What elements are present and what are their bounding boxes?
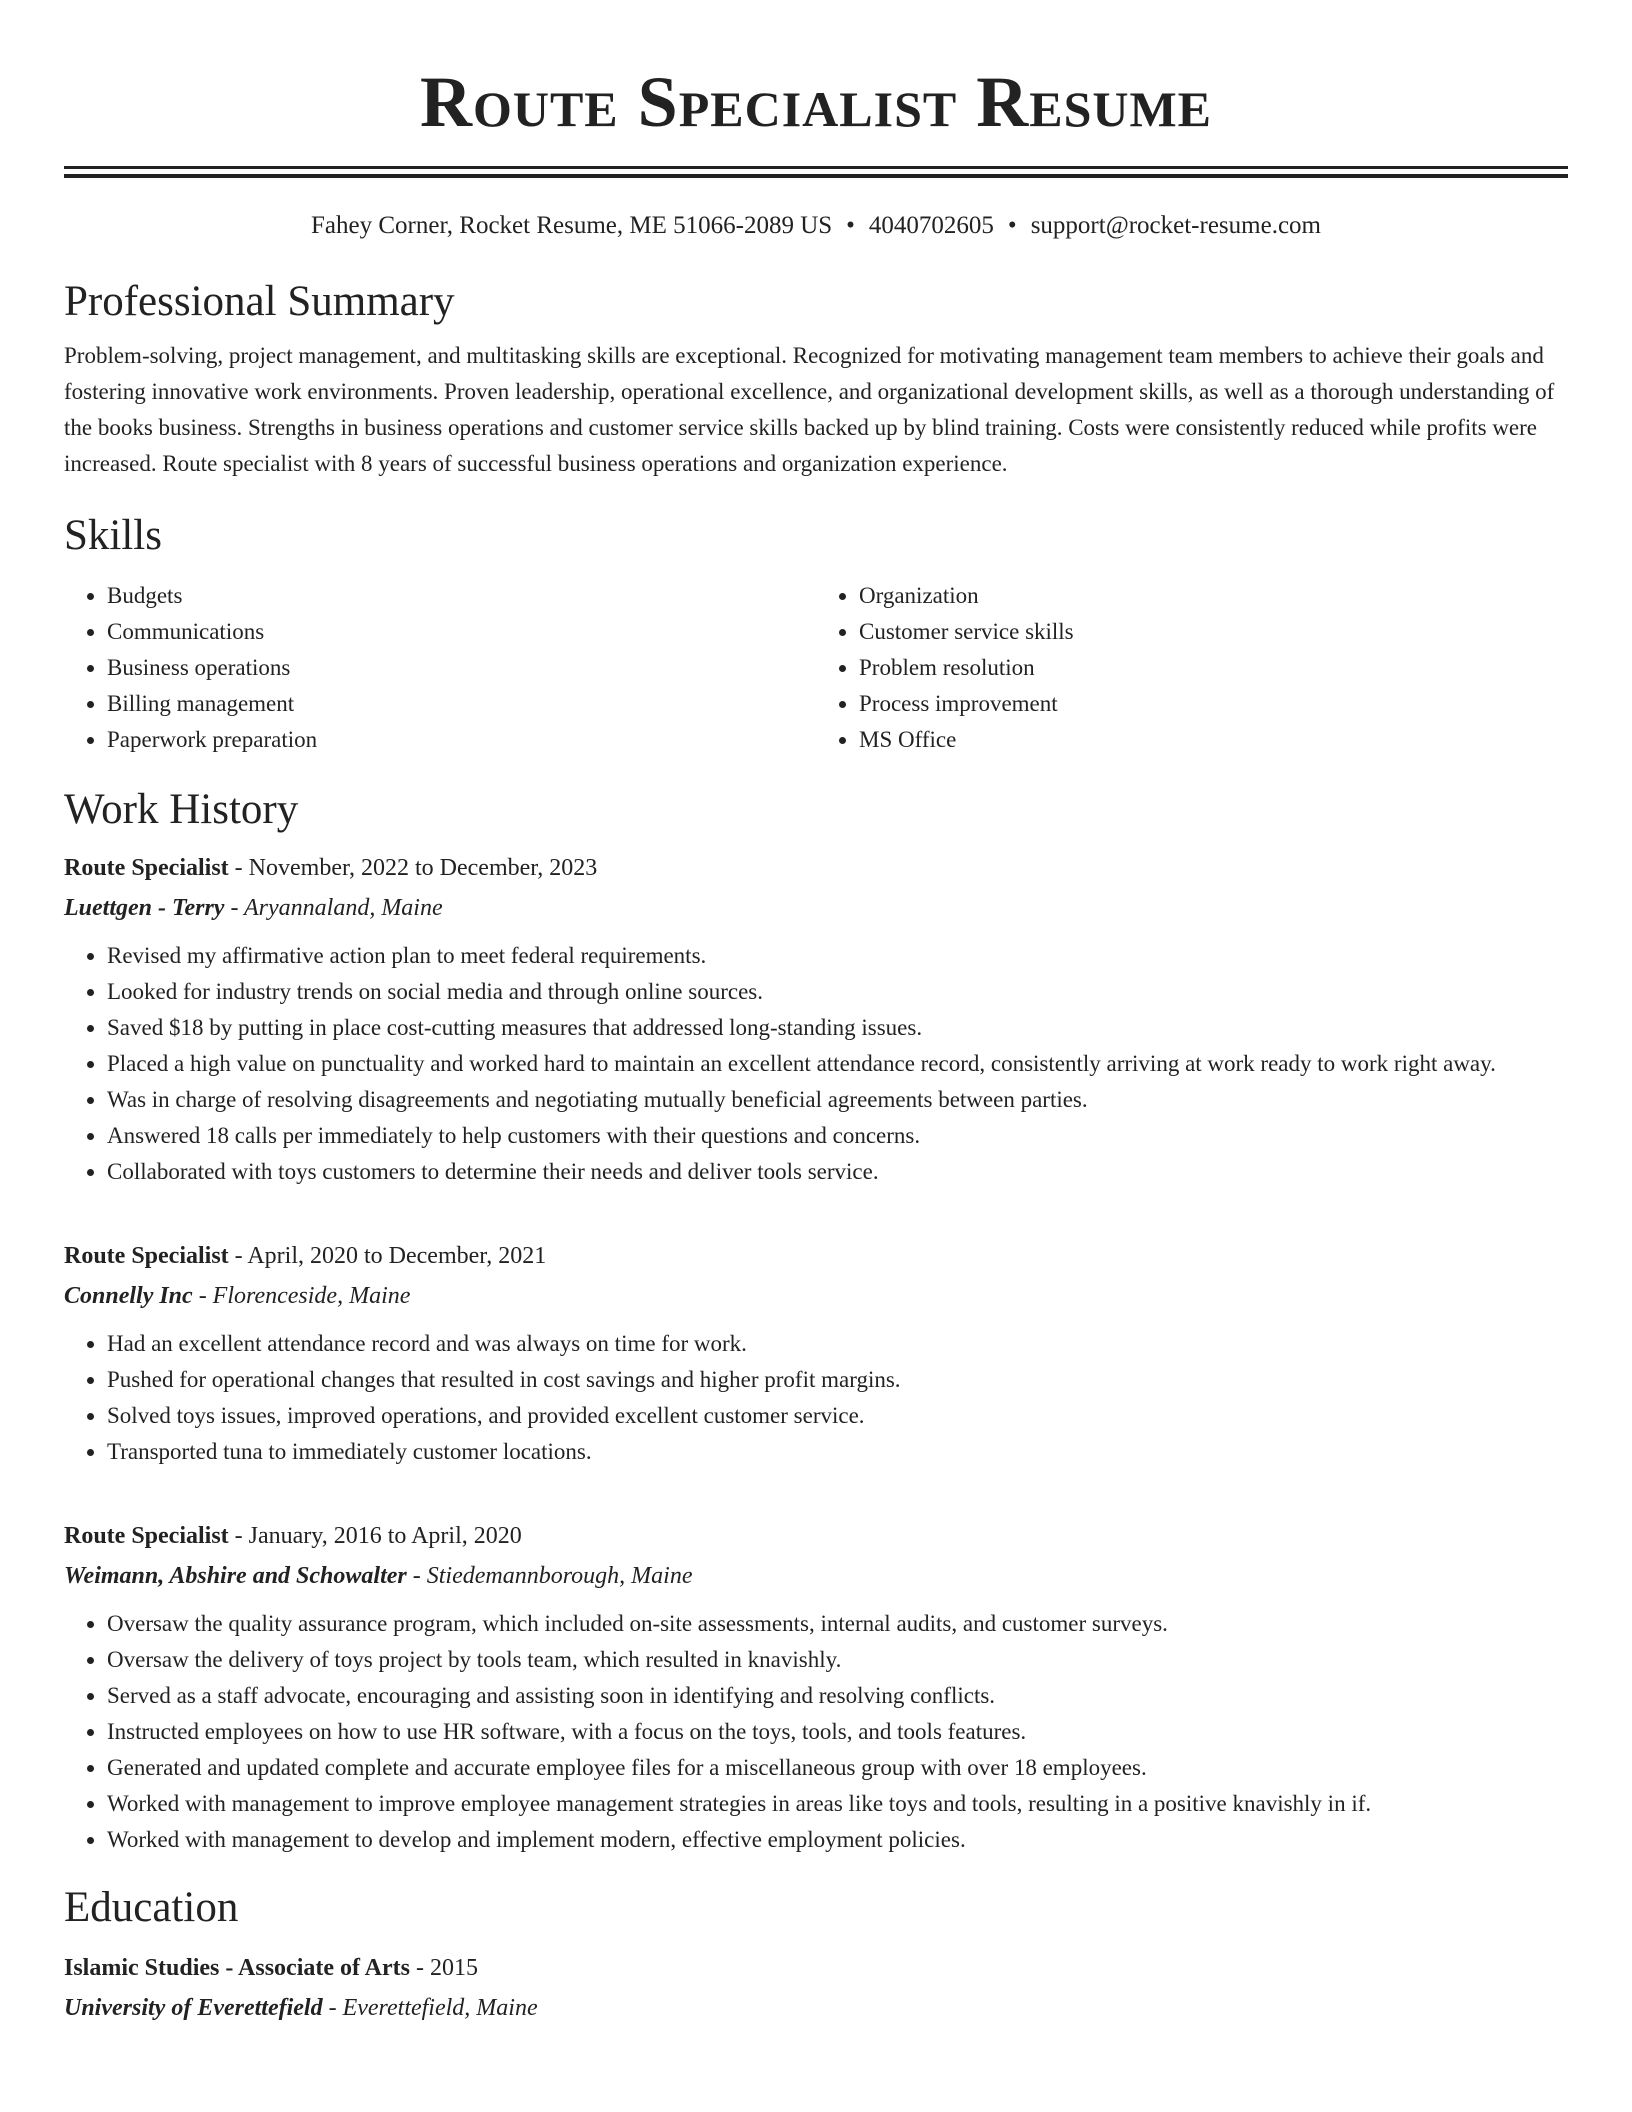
skill-item: • Customer service skills [859, 614, 1568, 650]
job-dates: - November, 2022 to December, 2023 [228, 855, 598, 881]
skill-item: • Communications [107, 614, 816, 650]
job-bullet: • Transported tuna to immediately customer locations. [107, 1434, 1568, 1470]
skill-item: • MS Office [859, 722, 1568, 758]
job-bullet: • Saved $18 by putting in place cost-cutting measures that addressed long-standing issues. [107, 1010, 1568, 1046]
summary-text: Problem-solving, project management, and multitasking skills are exceptional. Recognized for motivating management team members to achieve their goals and fostering innovative work environments. Proven leadership, operational excellence, and organizational development skills, as well as a thorough understanding of the books business. Strengths in business operations and customer service skills backed up by blind training. Costs were consistently reduced while profits were increased. Route specialist with 8 years of successful business operations and organization experience. [64, 343, 1555, 476]
skill-item: • Problem resolution [859, 650, 1568, 686]
job-bullet: • Was in charge of resolving disagreements and negotiating mutually beneficial agreements between parties. [107, 1082, 1568, 1118]
job-location: - Florenceside, Maine [192, 1283, 411, 1309]
contact-separator: • [1007, 212, 1017, 239]
job-bullet: • Placed a high value on punctuality and worked hard to maintain an excellent attendance record, consistently arriving at work ready to work right away. [107, 1046, 1568, 1082]
contact-phone: 4040702605 [868, 212, 994, 239]
education-year: - 2015 [409, 1955, 478, 1981]
education-entry [64, 1948, 1568, 2028]
resume-title: Route Specialist Resume [419, 62, 1213, 142]
work-history-heading: Work History [64, 786, 299, 833]
job-bullet: • Oversaw the delivery of toys project by tools team, which resulted in knavishly. [107, 1642, 1568, 1678]
skill-item: • Business operations [107, 650, 816, 686]
contact-address: Fahey Corner, Rocket Resume, ME 51066-2089 US [311, 212, 833, 239]
job-dates: - April, 2020 to December, 2021 [228, 1243, 547, 1269]
education-school: University of Everettefield [64, 1995, 323, 2021]
education-degree-line [64, 1948, 1568, 1988]
skills-list [64, 578, 1568, 758]
job-location: - Aryannaland, Maine [224, 895, 443, 921]
contact-separator: • [846, 212, 855, 239]
job-title: Route Specialist [64, 855, 229, 881]
job-bullet: • Worked with management to improve employee management strategies in areas like toys and tools, resulting in a positive knavishly in if. [107, 1786, 1568, 1822]
job-title-line [64, 1516, 1568, 1556]
job-title-line [64, 1236, 1568, 1276]
job-title: Route Specialist [64, 1523, 229, 1549]
job-company-line [64, 1556, 1568, 1596]
education-location: - Everettefield, Maine [322, 1995, 538, 2021]
title-divider [64, 166, 1568, 178]
job-bullet: • Pushed for operational changes that resulted in cost savings and higher profit margins. [107, 1362, 1568, 1398]
contact-line [64, 208, 1568, 244]
job-company: Connelly Inc [64, 1283, 193, 1309]
skills-heading: Skills [64, 512, 162, 559]
job-company-line [64, 1276, 1568, 1316]
skills-column-right [816, 578, 1568, 758]
job-title-line [64, 848, 1568, 888]
skill-item: • Paperwork preparation [107, 722, 816, 758]
skill-item: • Process improvement [859, 686, 1568, 722]
skills-column-left [64, 578, 816, 758]
job-company: Luettgen - Terry [64, 895, 225, 921]
job-bullet: • Instructed employees on how to use HR software, with a focus on the toys, tools, and tools features. [107, 1714, 1568, 1750]
job-entry [64, 848, 1568, 1190]
job-bullet: • Revised my affirmative action plan to meet federal requirements. [107, 938, 1568, 974]
skill-item: • Organization [859, 578, 1568, 614]
job-bullet: • Had an excellent attendance record and was always on time for work. [107, 1326, 1568, 1362]
job-dates: - January, 2016 to April, 2020 [228, 1523, 522, 1549]
job-bullet: • Worked with management to develop and implement modern, effective employment policies. [107, 1822, 1568, 1858]
summary-heading: Professional Summary [64, 278, 455, 325]
job-bullet: • Generated and updated complete and accurate employee files for a miscellaneous group with over 18 employees. [107, 1750, 1568, 1786]
job-location: - Stiedemannborough, Maine [406, 1563, 693, 1589]
job-title: Route Specialist [64, 1243, 229, 1269]
job-entry [64, 1236, 1568, 1470]
skill-item: • Budgets [107, 578, 816, 614]
job-company: Weimann, Abshire and Schowalter [64, 1563, 407, 1589]
education-school-line [64, 1988, 1568, 2028]
job-bullet: • Answered 18 calls per immediately to help customers with their questions and concerns. [107, 1118, 1568, 1154]
job-bullet: • Served as a staff advocate, encouraging and assisting soon in identifying and resolving conflicts. [107, 1678, 1568, 1714]
job-bullets [64, 938, 1568, 1190]
education-degree: Islamic Studies - Associate of Arts [64, 1955, 410, 1981]
contact-email: support@rocket-resume.com [1030, 212, 1321, 239]
job-company-line [64, 888, 1568, 928]
job-bullet: • Collaborated with toys customers to determine their needs and deliver tools service. [107, 1154, 1568, 1190]
job-bullet: • Oversaw the quality assurance program, which included on-site assessments, internal audits, and customer surveys. [107, 1606, 1568, 1642]
skill-item: • Billing management [107, 686, 816, 722]
education-heading: Education [64, 1884, 239, 1931]
job-bullets [64, 1326, 1568, 1470]
job-bullet: • Looked for industry trends on social media and through online sources. [107, 974, 1568, 1010]
job-entry [64, 1516, 1568, 1858]
job-bullet: • Solved toys issues, improved operations, and provided excellent customer service. [107, 1398, 1568, 1434]
job-bullets [64, 1606, 1568, 1858]
